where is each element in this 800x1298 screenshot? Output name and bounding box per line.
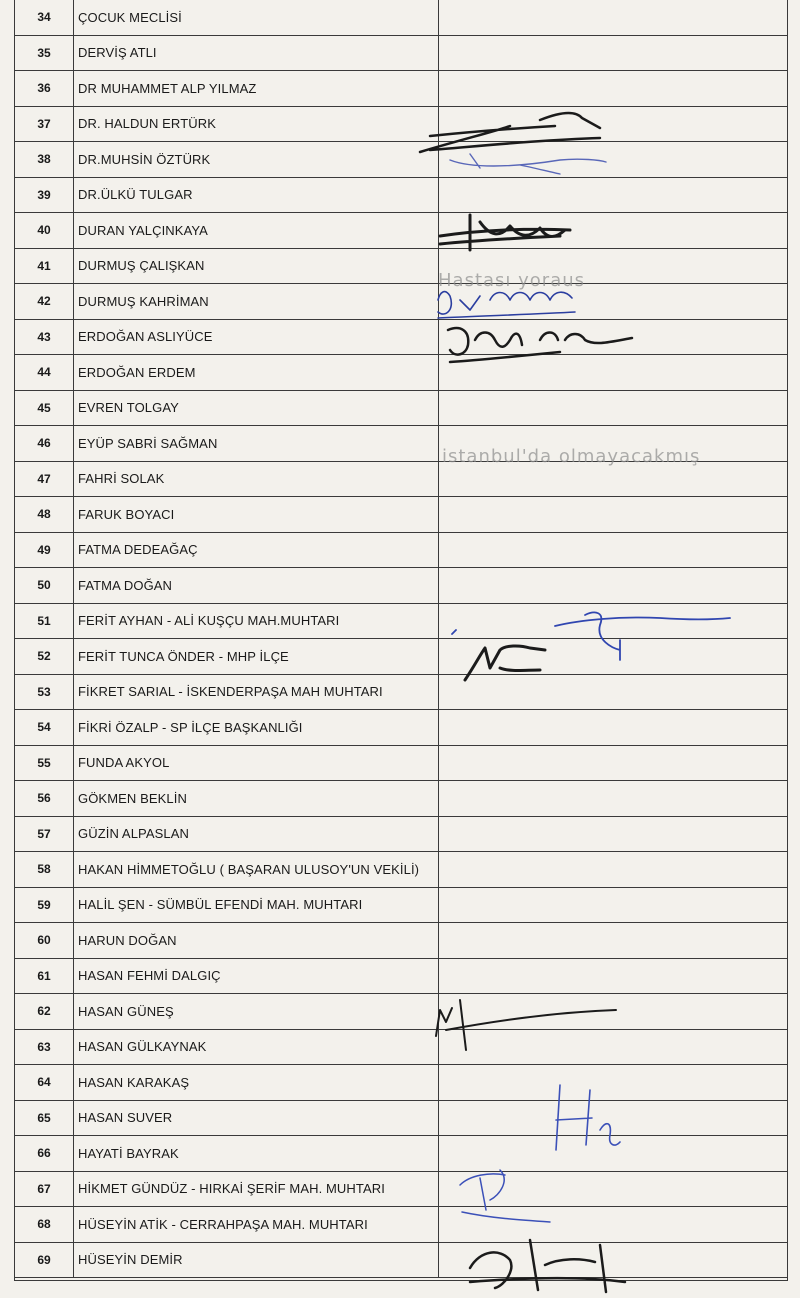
participant-name: HASAN GÜLKAYNAK — [74, 1030, 439, 1065]
participant-name: DURMUŞ KAHRİMAN — [74, 284, 439, 319]
participant-name: ERDOĞAN ERDEM — [74, 355, 439, 390]
row-number: 60 — [15, 923, 74, 958]
table-row — [15, 1172, 787, 1208]
table-row — [15, 284, 787, 320]
participant-name: HÜSEYİN ATİK - CERRAHPAŞA MAH. MUHTARI — [74, 1207, 439, 1242]
row-number: 53 — [15, 675, 74, 710]
participant-name: DURAN YALÇINKAYA — [74, 213, 439, 248]
signature-cell — [439, 639, 787, 674]
signature-cell — [439, 710, 787, 745]
row-number: 59 — [15, 888, 74, 923]
row-number: 65 — [15, 1101, 74, 1136]
participant-name: FİKRET SARIAL - İSKENDERPAŞA MAH MUHTARI — [74, 675, 439, 710]
row-number: 50 — [15, 568, 74, 603]
participant-name: DR. HALDUN ERTÜRK — [74, 107, 439, 142]
participant-name: DURMUŞ ÇALIŞKAN — [74, 249, 439, 284]
row-number: 45 — [15, 391, 74, 426]
signature-cell — [439, 71, 787, 106]
table-row — [15, 923, 787, 959]
signature-cell — [439, 994, 787, 1029]
signature-cell — [439, 888, 787, 923]
table-row — [15, 1207, 787, 1243]
row-number: 67 — [15, 1172, 74, 1207]
row-number: 63 — [15, 1030, 74, 1065]
participant-name: FERİT AYHAN - ALİ KUŞÇU MAH.MUHTARI — [74, 604, 439, 639]
row-number: 61 — [15, 959, 74, 994]
row-number: 34 — [15, 0, 74, 35]
row-number: 64 — [15, 1065, 74, 1100]
participant-name: ÇOCUK MECLİSİ — [74, 0, 439, 35]
participant-name: HAKAN HİMMETOĞLU ( BAŞARAN ULUSOY'UN VEKİLİ) — [74, 852, 439, 887]
signature-cell — [439, 568, 787, 603]
table-row — [15, 639, 787, 675]
row-number: 48 — [15, 497, 74, 532]
participant-name: FAHRİ SOLAK — [74, 462, 439, 497]
signature-cell — [439, 1136, 787, 1171]
row-number: 35 — [15, 36, 74, 71]
table-row — [15, 0, 787, 36]
signature-cell — [439, 923, 787, 958]
signature-cell — [439, 781, 787, 816]
signature-cell — [439, 1172, 787, 1207]
participant-name: FATMA DEDEAĞAÇ — [74, 533, 439, 568]
signature-cell — [439, 1065, 787, 1100]
attendance-table — [14, 0, 788, 1281]
table-row — [15, 497, 787, 533]
signature-cell — [439, 178, 787, 213]
table-row — [15, 142, 787, 178]
participant-name: DR.MUHSİN ÖZTÜRK — [74, 142, 439, 177]
signature-cell — [439, 604, 787, 639]
row-number: 58 — [15, 852, 74, 887]
table-row — [15, 675, 787, 711]
participant-name: HASAN KARAKAŞ — [74, 1065, 439, 1100]
participant-name: HASAN SUVER — [74, 1101, 439, 1136]
table-row — [15, 959, 787, 995]
row-number: 51 — [15, 604, 74, 639]
row-number: 55 — [15, 746, 74, 781]
table-row — [15, 888, 787, 924]
table-row — [15, 781, 787, 817]
signature-cell — [439, 533, 787, 568]
table-row — [15, 391, 787, 427]
row-number: 43 — [15, 320, 74, 355]
table-row — [15, 1136, 787, 1172]
row-number: 39 — [15, 178, 74, 213]
participant-name: FUNDA AKYOL — [74, 746, 439, 781]
row-number: 68 — [15, 1207, 74, 1242]
participant-name: GÜZİN ALPASLAN — [74, 817, 439, 852]
row-number: 57 — [15, 817, 74, 852]
signature-cell — [439, 1030, 787, 1065]
participant-name: ERDOĞAN ASLIYÜCE — [74, 320, 439, 355]
table-row — [15, 1101, 787, 1137]
row-number: 52 — [15, 639, 74, 674]
signature-cell — [439, 1101, 787, 1136]
table-row — [15, 568, 787, 604]
participant-name: GÖKMEN BEKLİN — [74, 781, 439, 816]
participant-name: HAYATİ BAYRAK — [74, 1136, 439, 1171]
participant-name: HASAN GÜNEŞ — [74, 994, 439, 1029]
signature-cell — [439, 817, 787, 852]
signature-cell — [439, 675, 787, 710]
table-row — [15, 107, 787, 143]
row-number: 36 — [15, 71, 74, 106]
table-row — [15, 249, 787, 285]
participant-name: HALİL ŞEN - SÜMBÜL EFENDİ MAH. MUHTARI — [74, 888, 439, 923]
signature-cell — [439, 1243, 787, 1278]
table-row — [15, 1065, 787, 1101]
table-row — [15, 710, 787, 746]
signature-cell — [439, 852, 787, 887]
row-number: 56 — [15, 781, 74, 816]
signature-cell — [439, 213, 787, 248]
signature-cell — [439, 1207, 787, 1242]
participant-name: DR.ÜLKÜ TULGAR — [74, 178, 439, 213]
participant-name: FERİT TUNCA ÖNDER - MHP İLÇE — [74, 639, 439, 674]
signature-cell — [439, 959, 787, 994]
table-row — [15, 994, 787, 1030]
row-number: 41 — [15, 249, 74, 284]
participant-name: HASAN FEHMİ DALGIÇ — [74, 959, 439, 994]
table-row — [15, 36, 787, 72]
signature-cell — [439, 746, 787, 781]
participant-name: HİKMET GÜNDÜZ - HIRKAİ ŞERİF MAH. MUHTARI — [74, 1172, 439, 1207]
participant-name: FARUK BOYACI — [74, 497, 439, 532]
participant-name: DERVİŞ ATLI — [74, 36, 439, 71]
signature-cell — [439, 0, 787, 35]
table-row — [15, 213, 787, 249]
row-number: 69 — [15, 1243, 74, 1278]
table-row — [15, 355, 787, 391]
signature-cell — [439, 320, 787, 355]
row-number: 37 — [15, 107, 74, 142]
table-row — [15, 71, 787, 107]
signature-cell — [439, 391, 787, 426]
table-row — [15, 1243, 787, 1279]
signature-cell — [439, 355, 787, 390]
participant-name: DR MUHAMMET ALP YILMAZ — [74, 71, 439, 106]
participant-name: HARUN DOĞAN — [74, 923, 439, 958]
table-row — [15, 746, 787, 782]
row-number: 46 — [15, 426, 74, 461]
table-row — [15, 604, 787, 640]
participant-name: FATMA DOĞAN — [74, 568, 439, 603]
signature-cell — [439, 497, 787, 532]
row-number: 49 — [15, 533, 74, 568]
signature-cell — [439, 142, 787, 177]
row-number: 40 — [15, 213, 74, 248]
participant-name: EYÜP SABRİ SAĞMAN — [74, 426, 439, 461]
row-number: 54 — [15, 710, 74, 745]
participant-name: EVREN TOLGAY — [74, 391, 439, 426]
table-row — [15, 320, 787, 356]
handwritten-note: Hastası yoraus — [438, 270, 586, 291]
table-row — [15, 817, 787, 853]
row-number: 62 — [15, 994, 74, 1029]
table-row — [15, 852, 787, 888]
signature-cell — [439, 36, 787, 71]
row-number: 47 — [15, 462, 74, 497]
table-row — [15, 1030, 787, 1066]
signature-cell — [439, 107, 787, 142]
table-row — [15, 178, 787, 214]
handwritten-note: istanbul'da olmayacakmış — [442, 446, 701, 467]
row-number: 38 — [15, 142, 74, 177]
row-number: 44 — [15, 355, 74, 390]
row-number: 66 — [15, 1136, 74, 1171]
participant-name: FİKRİ ÖZALP - SP İLÇE BAŞKANLIĞI — [74, 710, 439, 745]
table-row — [15, 533, 787, 569]
participant-name: HÜSEYİN DEMİR — [74, 1243, 439, 1278]
row-number: 42 — [15, 284, 74, 319]
